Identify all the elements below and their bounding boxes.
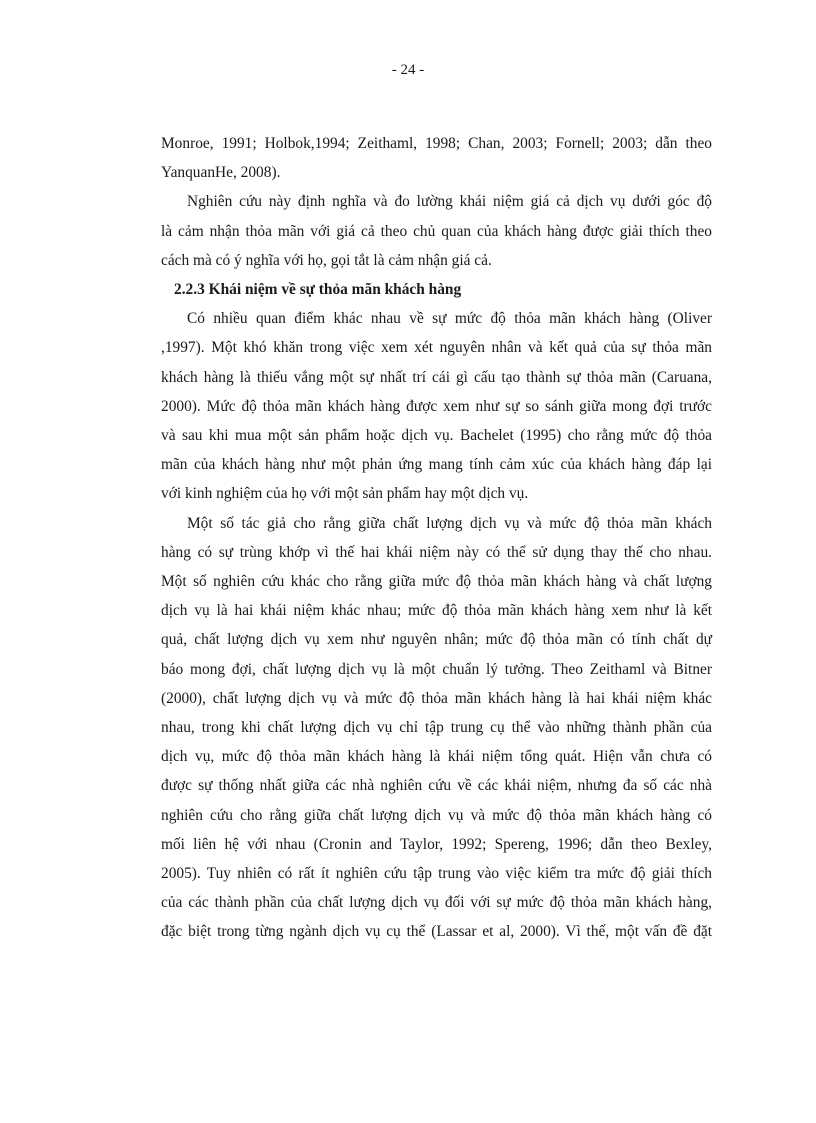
text-line: nghiên cứu cho rằng giữa chất lượng dịch vụ và mức độ thỏa mãn khách hàng có xyxy=(161,806,712,824)
text-line: Monroe, 1991; Holbok,1994; Zeithaml, 1998; Chan, 2003; Fornell; 2003; dẫn theo xyxy=(161,135,712,152)
text-line: mãn của khách hàng như một phản ứng mang tính cảm xúc của khách hàng đáp lại xyxy=(161,456,712,474)
text-line: đặc biệt trong từng ngành dịch vụ cụ thể (Lassar et al, 2000). Vì thế, một vấn đề đặt xyxy=(161,923,712,941)
text-line: hàng có sự trùng khớp vì thế hai khái niệm này có thể sử dụng thay thế cho nhau. xyxy=(161,543,712,561)
text-line: Một số nghiên cứu khác cho rằng giữa mức độ thỏa mãn khách hàng và chất lượng xyxy=(161,573,712,591)
text-line: và sau khi mua một sản phẩm hoặc dịch vụ. Bachelet (1995) cho rằng mức độ thỏa xyxy=(161,427,712,445)
text-line: Có nhiều quan điểm khác nhau về sự mức độ thỏa mãn khách hàng (Oliver xyxy=(187,310,712,328)
text-line: được sự thống nhất giữa các nhà nghiên cứu về các khái niệm, nhưng đa số các nhà xyxy=(161,777,712,795)
text-line: Một số tác giả cho rằng giữa chất lượng dịch vụ và mức độ thỏa mãn khách xyxy=(187,514,712,532)
text-line: (2000), chất lượng dịch vụ và mức độ thỏa mãn khách hàng là hai khái niệm khác xyxy=(161,689,712,707)
text-line: quả, chất lượng dịch vụ xem như nguyên nhân; mức độ thỏa mãn có tính chất dự xyxy=(161,631,712,649)
paragraph-satisfaction-definition xyxy=(161,304,712,508)
text-line: YanquanHe, 2008). xyxy=(161,164,281,182)
text-line: báo mong đợi, chất lượng dịch vụ là một chuẩn lý tưởng. Theo Zeithaml và Bitner xyxy=(161,660,712,678)
text-line: nhau, trong khi chất lượng dịch vụ chỉ tập trung cụ thể vào những thành phần của xyxy=(161,719,712,737)
text-line: là cảm nhận thỏa mãn với giá cả theo chủ quan của khách hàng được giải thích theo xyxy=(161,222,712,240)
document-body xyxy=(161,129,712,947)
paragraph-price-perception xyxy=(161,187,712,275)
paragraph-citation-continuation xyxy=(161,129,712,187)
text-line: 2005). Tuy nhiên có rất ít nghiên cứu tập trung vào việc kiểm tra mức độ giải thích xyxy=(161,865,712,883)
page-number: - 24 - xyxy=(391,62,425,78)
text-line: với kinh nghiệm của họ với một sản phẩm hay một dịch vụ. xyxy=(161,485,529,503)
text-line: khách hàng là thiếu vắng một sự nhất trí cái gì cấu tạo thành sự thỏa mãn (Caruana, xyxy=(161,368,712,386)
text-line: 2000). Mức độ thỏa mãn khách hàng được xem như sự so sánh giữa mong đợi trước xyxy=(161,397,712,415)
text-line: của các thành phần của chất lượng dịch vụ đối với sự mức độ thỏa mãn khách hàng, xyxy=(161,894,712,912)
text-line: Nghiên cứu này định nghĩa và đo lường khái niệm giá cả dịch vụ dưới góc độ xyxy=(187,193,712,211)
section-heading: 2.2.3 Khái niệm về sự thỏa mãn khách hàng xyxy=(174,281,462,299)
text-line: ,1997). Một khó khăn trong việc xem xét nguyên nhân và kết quả của sự thỏa mãn xyxy=(161,339,712,357)
text-line: dịch vụ, mức độ thỏa mãn khách hàng là khái niệm tổng quát. Hiện vẫn chưa có xyxy=(161,748,712,766)
text-line: cách mà có ý nghĩa với họ, gọi tắt là cảm nhận giá cả. xyxy=(161,251,492,269)
text-line: dịch vụ là hai khái niệm khác nhau; mức độ thỏa mãn khách hàng xem như là kết xyxy=(161,602,712,620)
paragraph-quality-vs-satisfaction xyxy=(161,509,712,947)
text-line: mối liên hệ với nhau (Cronin and Taylor, 1992; Spereng, 1996; dẫn theo Bexley, xyxy=(161,835,712,853)
